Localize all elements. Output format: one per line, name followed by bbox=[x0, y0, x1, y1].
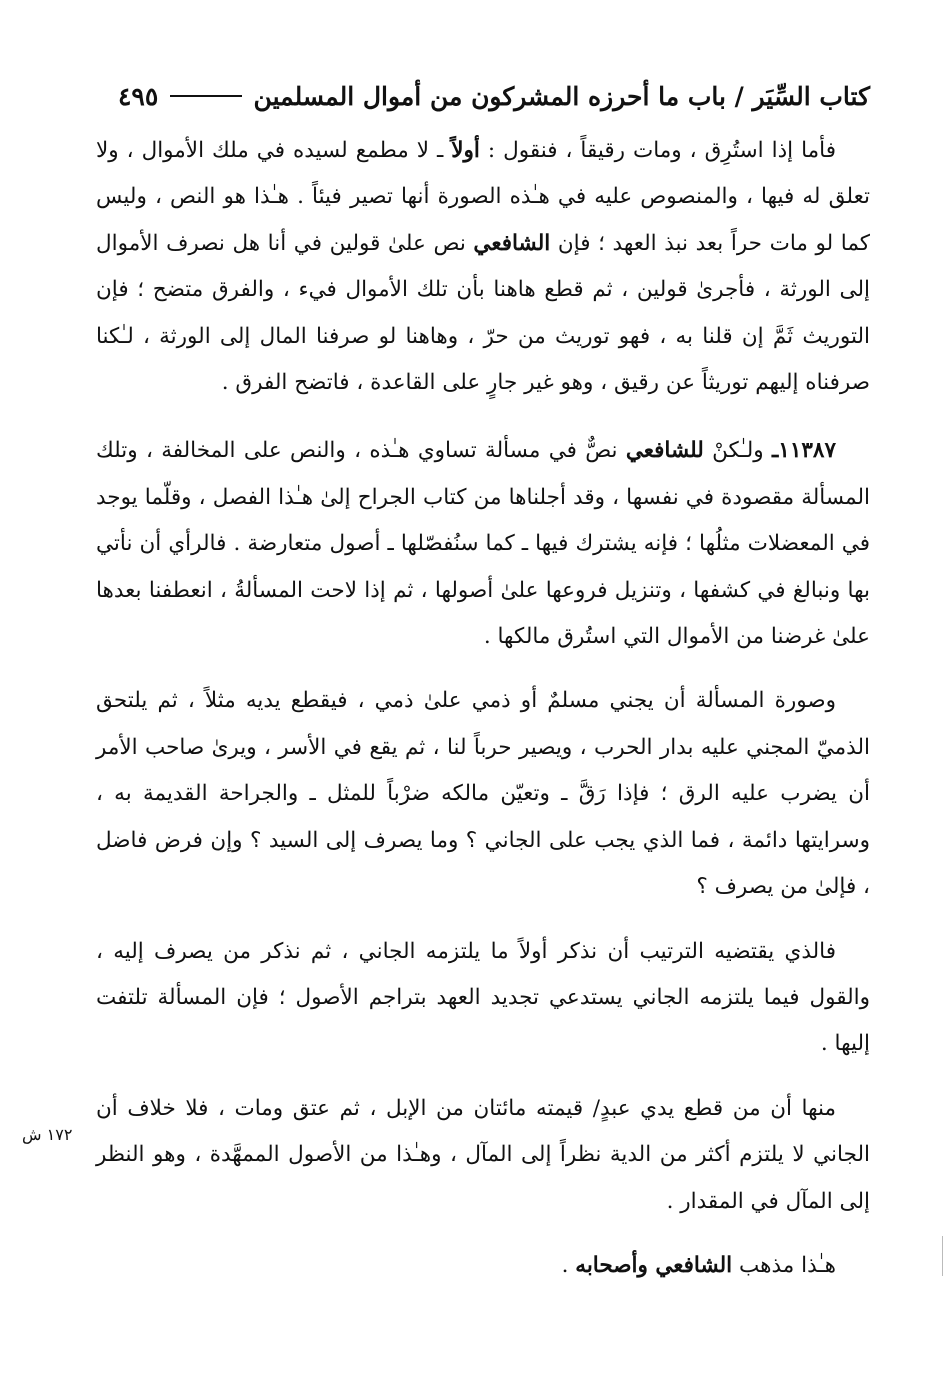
para-6-line-1: هـٰذا مذهب الشافعي وأصحابه . bbox=[561, 1252, 836, 1278]
para-5-line-1: منها أن من قطع يدي عبدٍ/ قيمته مائتان من الإبل ، ثم عتق ومات ، فلا خلاف أن bbox=[96, 1095, 836, 1121]
paragraph-2 bbox=[96, 428, 870, 660]
header-title: كتاب السِّيَر / باب ما أحرزه المشركون من أموال المسلمين bbox=[253, 81, 870, 111]
body-text bbox=[96, 128, 870, 1289]
margin-mark bbox=[942, 1236, 943, 1276]
para-2-line-3: وقلّما يوجد في المعضلات مثلُها ؛ فإنه يشترك فيها ـ كما سنُفصّلها ـ أصول متعارضة . bbox=[96, 484, 870, 557]
running-header bbox=[118, 74, 870, 118]
margin-note: ١٧٢ ش bbox=[22, 1125, 73, 1144]
para-4-line-2: والقول فيما يلتزمه الجاني يستدعي تجديد العهد بتراجم الأصول ؛ فإن المسألة تلتفت bbox=[96, 984, 870, 1010]
paragraph-3 bbox=[96, 678, 870, 910]
para-1-line-5: متضح ؛ فإن التوريث ثَمَّ إن قلنا به ، فهو توريث من حرّ ، وهاهنا لو صرفنا المال إلى bbox=[96, 277, 870, 349]
para-5-line-2: الجاني لا يلتزم أكثر من الدية نظراً إلى المآل ، وهـٰذا من الأصول الممهَّدة ، وهو النظر bbox=[96, 1142, 870, 1168]
para-1-line-2: ولا تعلق له فيها ، والمنصوص عليه في هـٰذه الصورة أنها تصير فيئاً . هـٰذا هو النص ، bbox=[96, 138, 870, 210]
para-1-line-7: الفرق . bbox=[221, 370, 288, 396]
para-3-line-4: به ، وسرايتها دائمة ، فما الذي يجب على الجاني ؟ وما يصرف إلى السيد ؟ وإن فرض bbox=[96, 781, 870, 853]
para-3-line-2: الذميّ المجني عليه بدار الحرب ، ويصير حرباً لنا ، ثم يقع في الأسر ، ويرىٰ صاحب bbox=[145, 734, 870, 760]
para-2-line-1: ١١٣٨٧ـ ولـٰكنْ للشافعي نصٌّ في مسألة تساوي هـٰذه ، والنص على المخالفة ، bbox=[145, 438, 837, 464]
paragraph-1 bbox=[96, 128, 870, 406]
para-1-line-3: وليس كما لو مات حراً بعد نبذ العهد ؛ فإن الشافعي نص علىٰ قولين في أنا هل نصرف bbox=[96, 184, 870, 256]
para-1-line-4: الأموال إلى الورثة ، فأجرىٰ قولين ، ثم قطع هاهنا بأن تلك الأموال فيء ، والفرق bbox=[96, 230, 870, 303]
para-1-line-1: فأما إذا استُرِق ، ومات رقيقاً ، فنقول : أولاً ـ لا مطمع لسيده في ملك الأموال ، bbox=[126, 138, 837, 163]
para-4-line-1: فالذي يقتضيه الترتيب أن نذكر أولاً ما يلتزمه الجاني ، ثم نذكر من يصرف إليه ، bbox=[96, 938, 836, 964]
para-5-line-3: إلى المآل في المقدار . bbox=[666, 1188, 870, 1214]
para-2-line-2: وتلك المسألة مقصودة في نفسها ، وقد أجلناها من كتاب الجراح إلىٰ هـٰذا الفصل ، bbox=[96, 438, 870, 510]
para-2-line-5: المسألةُ ، انعطفنا بعدها علىٰ غرضنا من الأموال التي استُرق مالكها . bbox=[96, 577, 870, 650]
para-3-line-3: الأمر أن يضرب عليه الرق ؛ فإذا رَقَّ ـ وتعيّن مالكه ضرْباً للمثل ـ والجراحة القديمة bbox=[96, 734, 870, 807]
para-2-line-4: فالرأي أن نأتي بها ونبالغ في كشفها ، وتنزيل فروعها علىٰ أصولها ، ثم إذا لاحت bbox=[96, 531, 870, 603]
para-1-line-6: الورثة ، لـٰكنا صرفناه إليهم توريثاً عن رقيق ، وهو غير جارٍ على القاعدة ، فاتضح bbox=[96, 323, 870, 396]
paragraph-4 bbox=[96, 929, 870, 1068]
paragraph-5 bbox=[96, 1086, 870, 1225]
header-rule bbox=[170, 95, 241, 97]
para-4-line-3: إليها . bbox=[820, 1031, 870, 1057]
paragraph-6 bbox=[96, 1243, 870, 1289]
para-3-line-5: فاضل ، فإلىٰ من يصرف ؟ bbox=[96, 827, 870, 900]
page-number: ٤٩٥ bbox=[118, 81, 159, 111]
para-3-line-1: وصورة المسألة أن يجني مسلمٌ أو ذمي علىٰ ذمي ، فيقطع يديه مثلاً ، ثم يلتحق bbox=[96, 688, 836, 714]
